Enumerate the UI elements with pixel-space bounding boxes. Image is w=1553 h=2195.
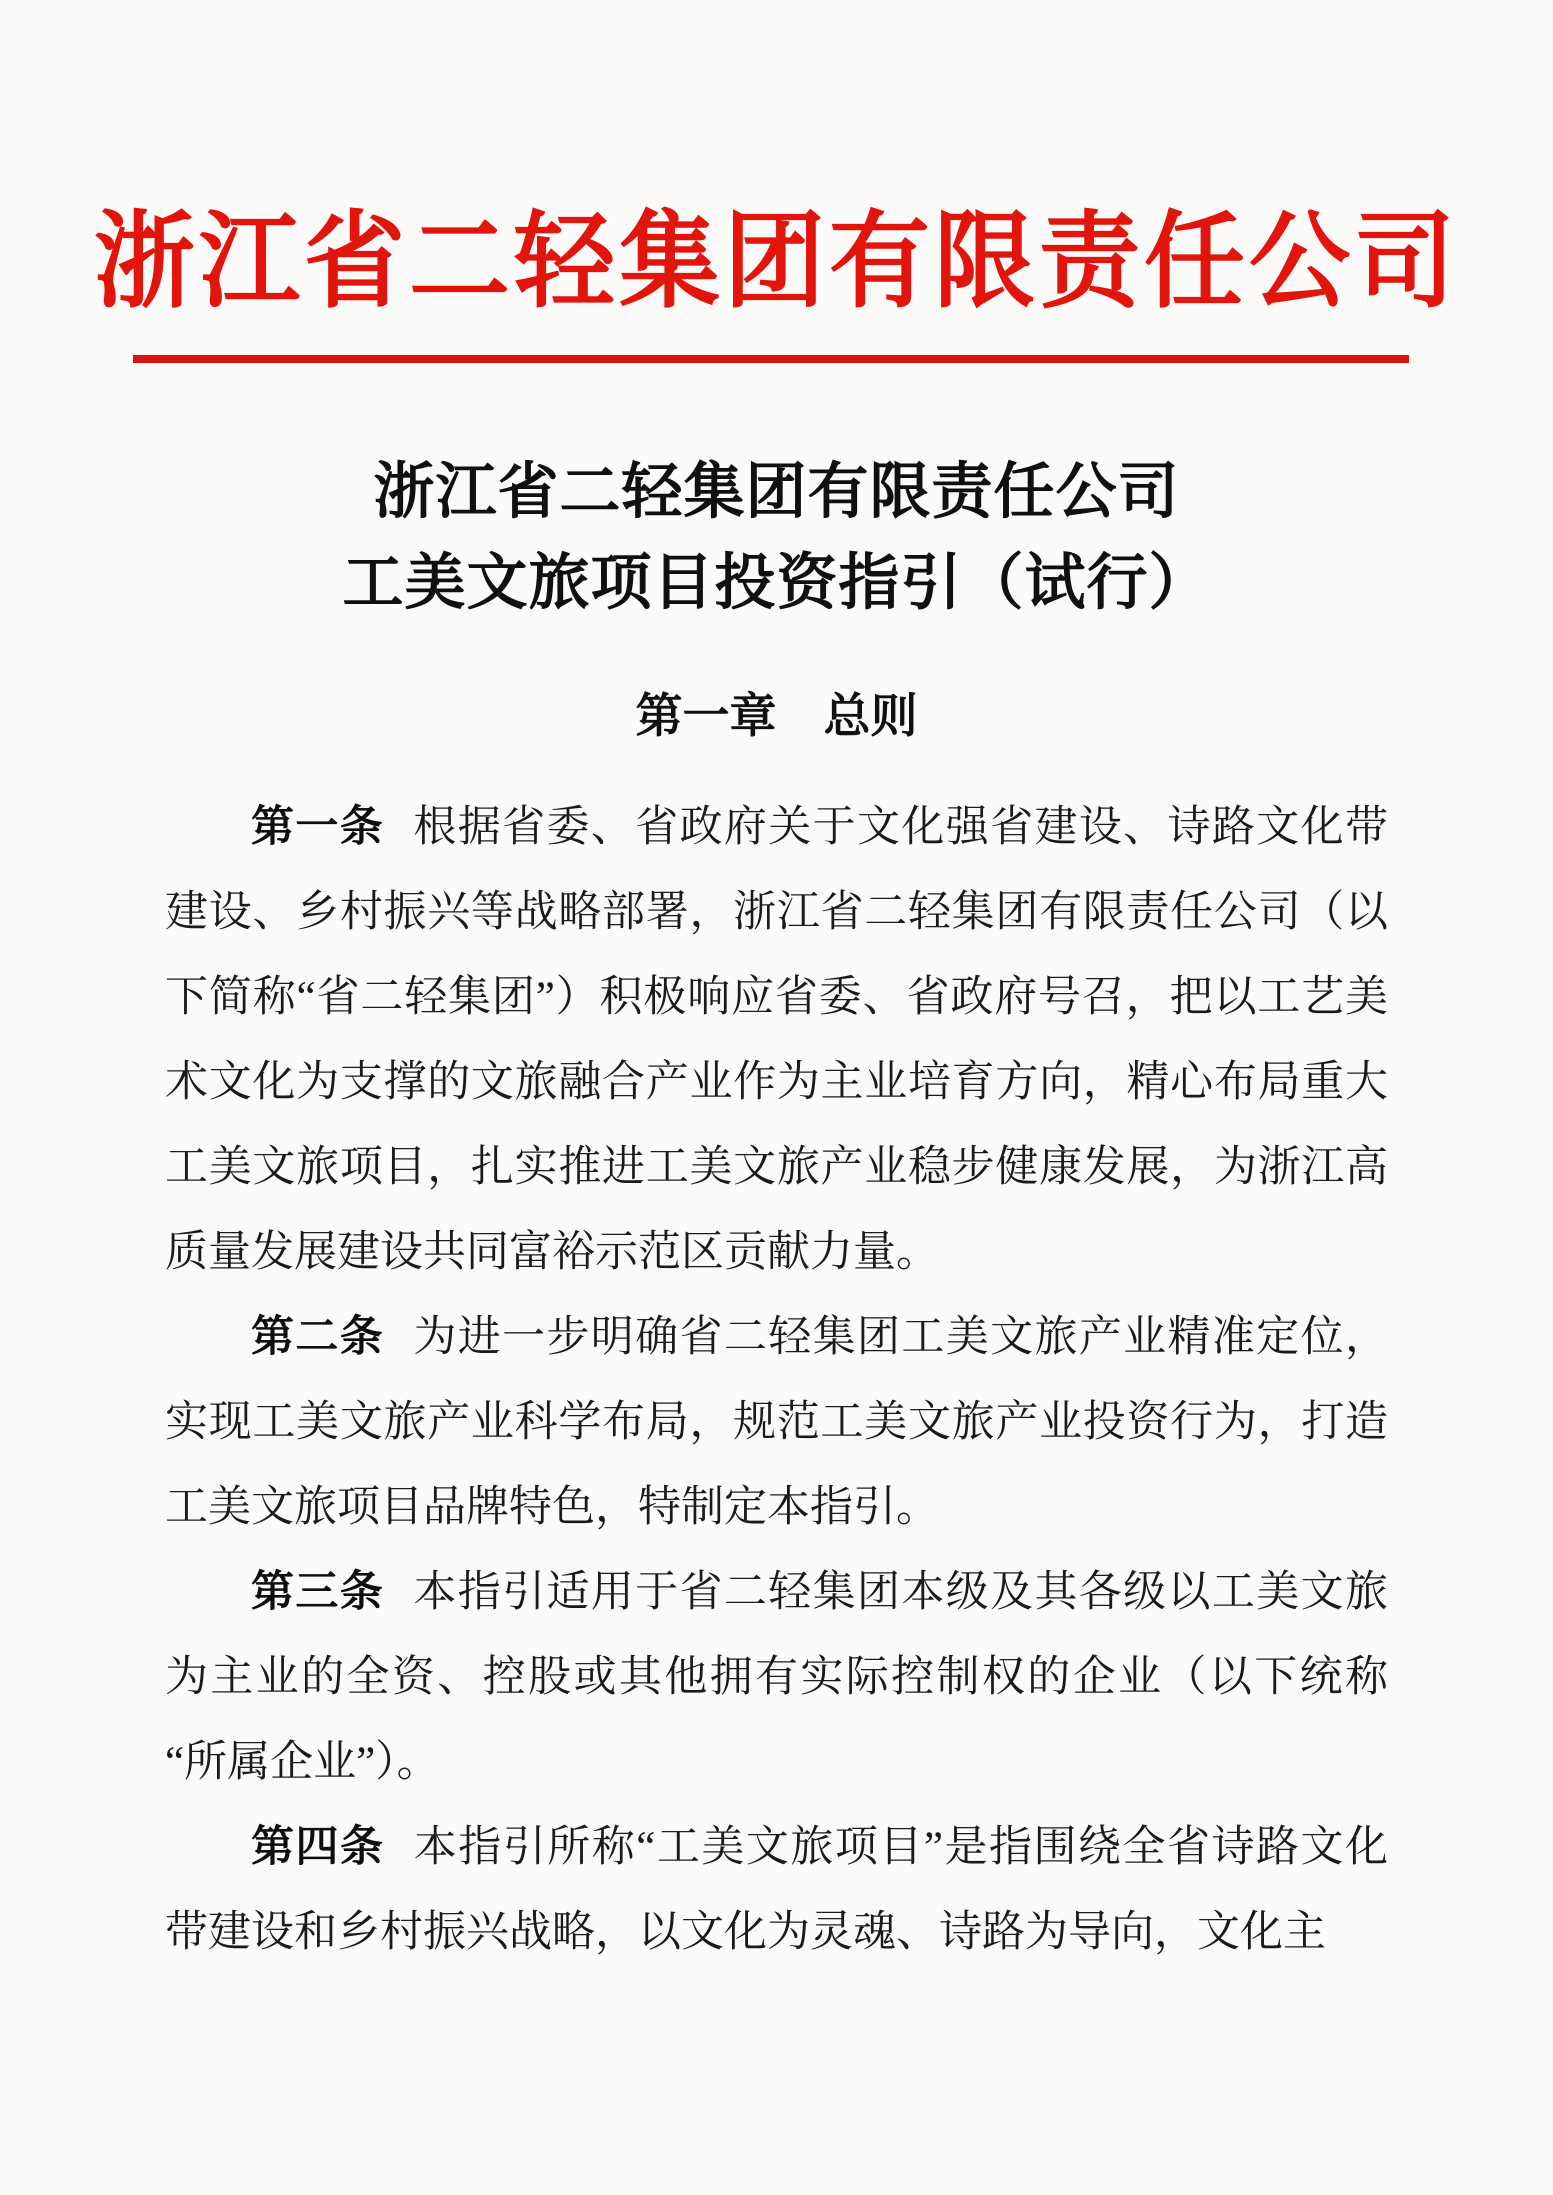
document-title: [0, 447, 1553, 629]
paragraph-article-4: [165, 1805, 1388, 1975]
paragraph-article-2: [165, 1295, 1388, 1550]
article-4-label: 第四条: [251, 1824, 385, 1871]
letterhead-divider-rule: [133, 355, 1409, 363]
article-1-label: 第一条: [251, 804, 385, 851]
document-title-line-1: 浙江省二轻集团有限责任公司: [373, 459, 1180, 526]
paragraph-article-3: [165, 1550, 1388, 1805]
article-3-label: 第三条: [251, 1569, 385, 1616]
body-text: [165, 785, 1388, 1975]
article-2-label: 第二条: [251, 1314, 385, 1361]
letterhead-title: 浙江省二轻集团有限责任公司: [93, 203, 1459, 321]
chapter-heading: 第一章 总则: [635, 689, 918, 742]
article-4-text: 本指引所称“工美文旅项目”是指围绕全省诗路文化带建设和乡村振兴战略，以文化为灵魂、诗路为导向，文化主: [165, 1824, 1389, 1956]
article-1-text: 根据省委、省政府关于文化强省建设、诗路文化带建设、乡村振兴等战略部署，浙江省二轻集团有限责任公司（以下简称“省二轻集团”）积极响应省委、省政府号召，把以工艺美术文化为支撑的文旅融合产业作为主业培育方向，精心布局重大工美文旅项目，扎实推进工美文旅产业稳步健康发展，为浙江高质量发展建设共同富裕示范区贡献力量。: [165, 804, 1389, 1276]
document-title-line-2: 工美文旅项目投资指引（试行）: [342, 550, 1211, 617]
paragraph-article-1: [165, 785, 1388, 1295]
article-2-text: 为进一步明确省二轻集团工美文旅产业精准定位，实现工美文旅产业科学布局，规范工美文旅产业投资行为，打造工美文旅项目品牌特色，特制定本指引。: [165, 1314, 1389, 1531]
article-3-text: 本指引适用于省二轻集团本级及其各级以工美文旅为主业的全资、控股或其他拥有实际控制权的企业（以下统称“所属企业”）。: [165, 1569, 1389, 1786]
